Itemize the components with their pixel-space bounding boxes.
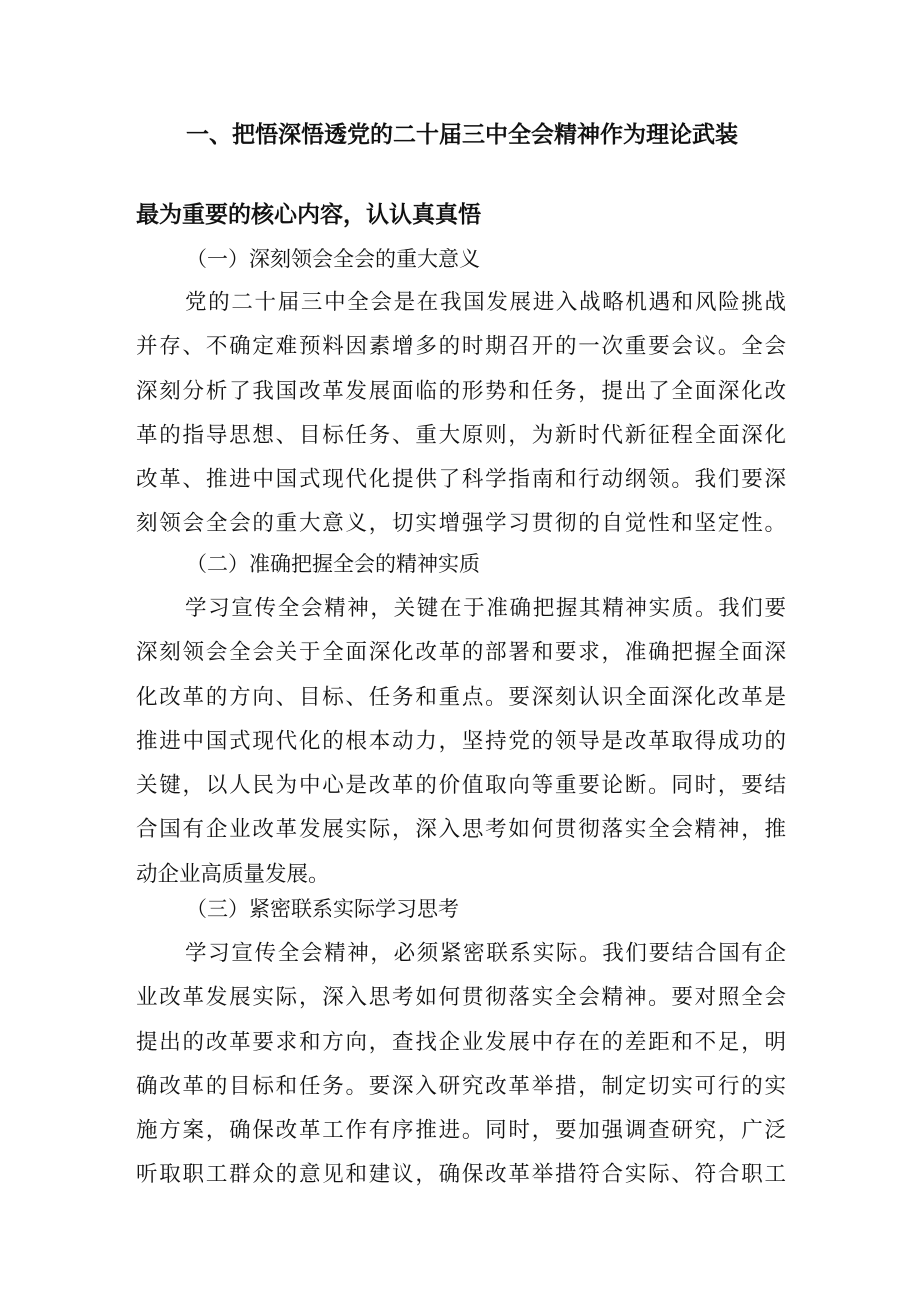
paragraph-line: 提出的改革要求和方向，查找企业发展中存在的差距和不足，明: [136, 1029, 786, 1055]
paragraph-line: 化改革的方向、目标、任务和重点。要深刻认识全面深化改革是: [136, 684, 786, 710]
paragraph-line: 革的指导思想、目标任务、重大原则，为新时代新征程全面深化: [136, 422, 786, 448]
paragraph-line: 听取职工群众的意见和建议，确保改革举措符合实际、符合职工: [136, 1162, 786, 1188]
subsection-heading-1: （一）深刻领会全会的重大意义: [186, 247, 480, 271]
paragraph-line: 学习宣传全会精神，必须紧密联系实际。我们要结合国有企: [185, 941, 786, 966]
paragraph-line: 确改革的目标和任务。要深入研究改革举措，制定切实可行的实: [136, 1073, 786, 1099]
section-title-line-1: 一、把悟深悟透党的二十届三中全会精神作为理论武装: [186, 122, 738, 148]
paragraph-line: 改革、推进中国式现代化提供了科学指南和行动纲领。我们要深: [136, 467, 786, 493]
paragraph-line: 深刻领会全会关于全面深化改革的部署和要求，准确把握全面深: [136, 640, 786, 666]
subsection-paragraph-2: [136, 587, 786, 897]
paragraph-line: 合国有企业改革发展实际，深入思考如何贯彻落实全会精神，推: [136, 817, 786, 843]
subsection-heading-2: （二）准确把握全会的精神实质: [186, 552, 480, 576]
paragraph-line: 深刻分析了我国改革发展面临的形势和任务，提出了全面深化改: [136, 378, 786, 404]
paragraph-line: 关键，以人民为中心是改革的价值取向等重要论断。同时，要结: [136, 773, 786, 799]
paragraph-line: 业改革发展实际，深入思考如何贯彻落实全会精神。要对照全会: [136, 985, 786, 1011]
subsection-paragraph-3: [136, 932, 786, 1198]
paragraph-line: 施方案，确保改革工作有序推进。同时，要加强调查研究，广泛: [136, 1118, 786, 1144]
paragraph-line: 并存、不确定难预料因素增多的时期召开的一次重要会议。全会: [136, 334, 786, 360]
paragraph-line: 动企业高质量发展。: [136, 861, 330, 887]
paragraph-line: 学习宣传全会精神，关键在于准确把握其精神实质。我们要: [185, 596, 786, 621]
paragraph-line: 推进中国式现代化的根本动力，坚持党的领导是改革取得成功的: [136, 728, 786, 754]
paragraph-line: 党的二十届三中全会是在我国发展进入战略机遇和风险挑战: [185, 290, 786, 315]
section-title-line-2: 最为重要的核心内容，认认真真悟: [136, 202, 481, 228]
subsection-heading-3: （三）紧密联系实际学习思考: [186, 897, 459, 921]
subsection-paragraph-1: [136, 281, 786, 547]
paragraph-line: 刻领会全会的重大意义，切实增强学习贯彻的自觉性和坚定性。: [136, 511, 786, 537]
